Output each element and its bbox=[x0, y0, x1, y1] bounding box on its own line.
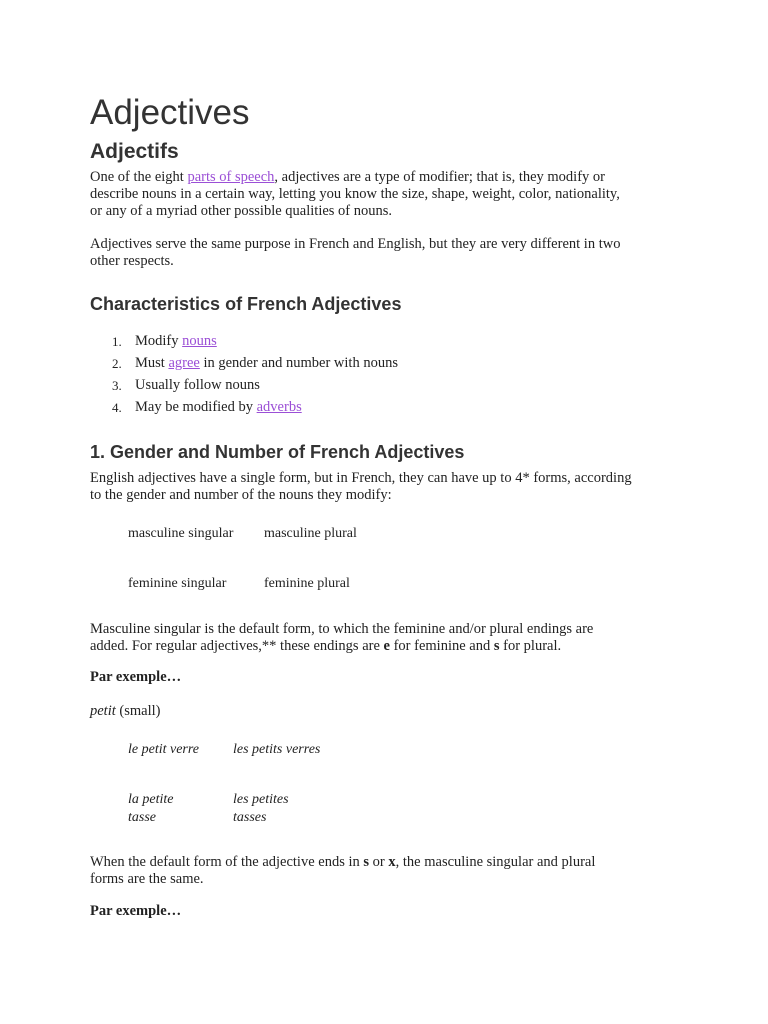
form-masculine-singular: masculine singular bbox=[128, 526, 234, 541]
form-feminine-plural: feminine plural bbox=[264, 576, 350, 591]
body-text: When the default form of the adjective ends in bbox=[90, 854, 364, 870]
example-text: tasse bbox=[128, 810, 156, 825]
body-text: English adjectives have a single form, but in French, they can have up to 4* forms, according bbox=[90, 470, 632, 486]
characteristics-heading: Characteristics of French Adjectives bbox=[90, 294, 402, 314]
intro-text: describe nouns in a certain way, letting you know the size, shape, weight, color, nationality, bbox=[90, 186, 620, 202]
list-number: 2. bbox=[112, 356, 122, 371]
intro-paragraph-2 bbox=[90, 236, 680, 270]
intro-text: Adjectives serve the same purpose in French and English, but they are very different in two bbox=[90, 236, 621, 252]
list-text-before: Usually follow nouns bbox=[135, 377, 260, 393]
body-text: , the masculine singular and plural bbox=[395, 854, 596, 870]
example-feminine-plural bbox=[233, 791, 289, 827]
form-feminine-singular: feminine singular bbox=[128, 576, 227, 591]
par-exemple-label: Par exemple… bbox=[90, 669, 182, 685]
intro-text: One of the eight bbox=[90, 169, 188, 185]
agree-link[interactable]: agree bbox=[168, 355, 200, 371]
intro-text: , adjectives are a type of modifier; that is, they modify or bbox=[274, 169, 605, 185]
ending-e: e bbox=[383, 638, 390, 654]
list-text bbox=[135, 331, 217, 351]
forms-intro-paragraph bbox=[90, 470, 680, 504]
list-text bbox=[135, 397, 302, 417]
body-text: or bbox=[369, 854, 389, 870]
example-text: les petites bbox=[233, 792, 289, 807]
nouns-link[interactable]: nouns bbox=[182, 333, 217, 349]
page-title: Adjectives bbox=[90, 93, 250, 132]
example-text: la petite bbox=[128, 792, 174, 807]
list-item bbox=[90, 353, 590, 375]
body-text: Masculine singular is the default form, to which the feminine and/or plural endings are bbox=[90, 621, 594, 637]
page-subtitle: Adjectifs bbox=[90, 140, 179, 163]
list-number: 1. bbox=[112, 334, 122, 349]
adverbs-link[interactable]: adverbs bbox=[256, 399, 302, 415]
ending-s: s bbox=[493, 638, 500, 654]
parts-of-speech-link[interactable]: parts of speech bbox=[187, 169, 275, 185]
body-text: for feminine and bbox=[389, 638, 494, 654]
list-item bbox=[90, 375, 590, 397]
intro-paragraph-1 bbox=[90, 169, 680, 220]
list-number: 4. bbox=[112, 400, 122, 415]
body-text: to the gender and number of the nouns they modify: bbox=[90, 487, 392, 503]
list-text-before: May be modified by bbox=[135, 399, 257, 415]
body-text: added. For regular adjectives,** these endings are bbox=[90, 638, 384, 654]
body-text: for plural. bbox=[499, 638, 562, 654]
list-item bbox=[90, 397, 590, 419]
body-text: forms are the same. bbox=[90, 871, 204, 887]
example-masculine-singular: le petit verre bbox=[128, 742, 200, 757]
example-masculine-plural: les petits verres bbox=[233, 742, 321, 757]
list-number: 3. bbox=[112, 378, 122, 393]
intro-text: or any of a myriad other possible qualities of nouns. bbox=[90, 203, 393, 219]
default-form-paragraph bbox=[90, 621, 680, 655]
list-text bbox=[135, 353, 398, 373]
intro-text: other respects. bbox=[90, 253, 174, 269]
ending-s: s bbox=[363, 854, 370, 870]
example-feminine-singular bbox=[128, 791, 174, 827]
example-text: tasses bbox=[233, 810, 267, 825]
gender-number-heading: 1. Gender and Number of French Adjectives bbox=[90, 442, 465, 462]
example-word-line bbox=[90, 703, 680, 720]
list-text bbox=[135, 375, 260, 395]
list-text-after: in gender and number with nouns bbox=[199, 355, 398, 371]
ending-x: x bbox=[388, 854, 396, 870]
s-x-ending-paragraph bbox=[90, 854, 680, 888]
example-gloss: (small) bbox=[115, 703, 161, 719]
list-item bbox=[90, 331, 590, 353]
list-text-before: Must bbox=[135, 355, 169, 371]
form-masculine-plural: masculine plural bbox=[264, 526, 357, 541]
characteristics-list bbox=[90, 331, 590, 419]
par-exemple-label: Par exemple… bbox=[90, 903, 182, 919]
example-word: petit bbox=[90, 703, 116, 719]
list-text-before: Modify bbox=[135, 333, 183, 349]
